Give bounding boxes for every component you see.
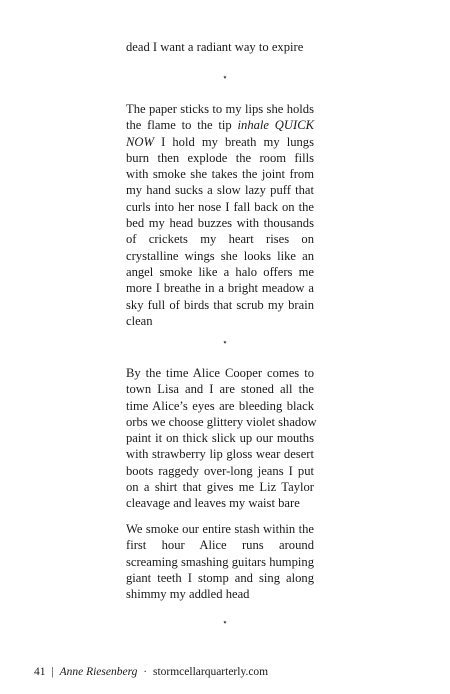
line-text: clean [126,313,153,328]
italic-phrase: inhale QUICK [237,118,314,133]
text-line: screaming smashing guitars humping [126,554,314,569]
stanza-3 [126,521,314,602]
footer-divider: | [51,666,54,678]
text-line [126,231,314,247]
text-line: We smoke our entire stash within the [126,522,314,536]
text-line [126,150,314,166]
line-text: my hand sucks a slow lazy puff that [126,183,314,198]
section-separator: ⋆ [222,617,228,627]
line-text: curls into her nose I fall back on the [126,199,314,214]
line-text: more I breathe in a bright meadow a [126,281,314,296]
section-separator: ⋆ [222,72,228,82]
text-line: town Lisa and I are stoned all the [126,382,314,397]
line-text: with smoke she takes the joint from [126,167,314,182]
author-name: Anne Riesenberg [59,666,138,678]
text-line [126,248,314,264]
text-line: cleavage and leaves my waist bare [126,496,300,511]
text-line: time Alice’s eyes are bleeding black [126,398,314,413]
text-line: shimmy my addled head [126,587,250,602]
text-line [126,134,314,150]
text-line: giant teeth I stomp and sing along [126,570,314,585]
opening-line [126,39,314,55]
text-line: with strawberry lip gloss wear desert [126,447,314,462]
line-text: of crickets my heart rises on [126,232,314,247]
text-line: dead I want a radiant way to expire [126,40,304,54]
text-line [126,297,314,313]
text-line: paint it on thick slick up our mouths [126,431,314,446]
text-line: By the time Alice Cooper comes to [126,366,314,380]
text-line: first hour Alice runs around [126,538,314,553]
footer-dot: · [143,666,148,678]
text-line [126,199,314,215]
text-line: orbs we choose glittery violet shadow [126,414,317,429]
page-footer [34,665,268,679]
text-line [126,166,314,182]
text-line [126,280,314,296]
page-number: 41 [34,666,46,678]
line-text: angel smoke like a halo offers me [126,264,314,279]
line-text: The paper sticks to my lips she holds [126,102,314,116]
text-line [126,182,314,198]
text-line [126,313,314,329]
line-text: crystalline wings she looks like an [126,248,314,263]
stanza-1 [126,101,314,329]
italic-phrase: NOW [126,134,154,149]
text-line: boots raggedy over-long jeans I put [126,463,314,478]
text-line [126,101,314,117]
line-text: sky full of birds that scrub my brain [126,297,314,312]
line-text: the flame to the tip [126,118,238,133]
text-line [126,215,314,231]
line-text: bed my head buzzes with thousands [126,216,314,231]
stanza-2 [126,365,317,512]
text-line [126,117,314,133]
line-text: I hold my breath my lungs [154,134,314,149]
text-line: on a shirt that gives me Liz Taylor [126,480,314,495]
section-separator: ⋆ [222,337,228,347]
line-text: burn then explode the room fills [126,150,314,165]
site-url: stormcellarquarterly.com [152,666,269,678]
text-line [126,264,314,280]
